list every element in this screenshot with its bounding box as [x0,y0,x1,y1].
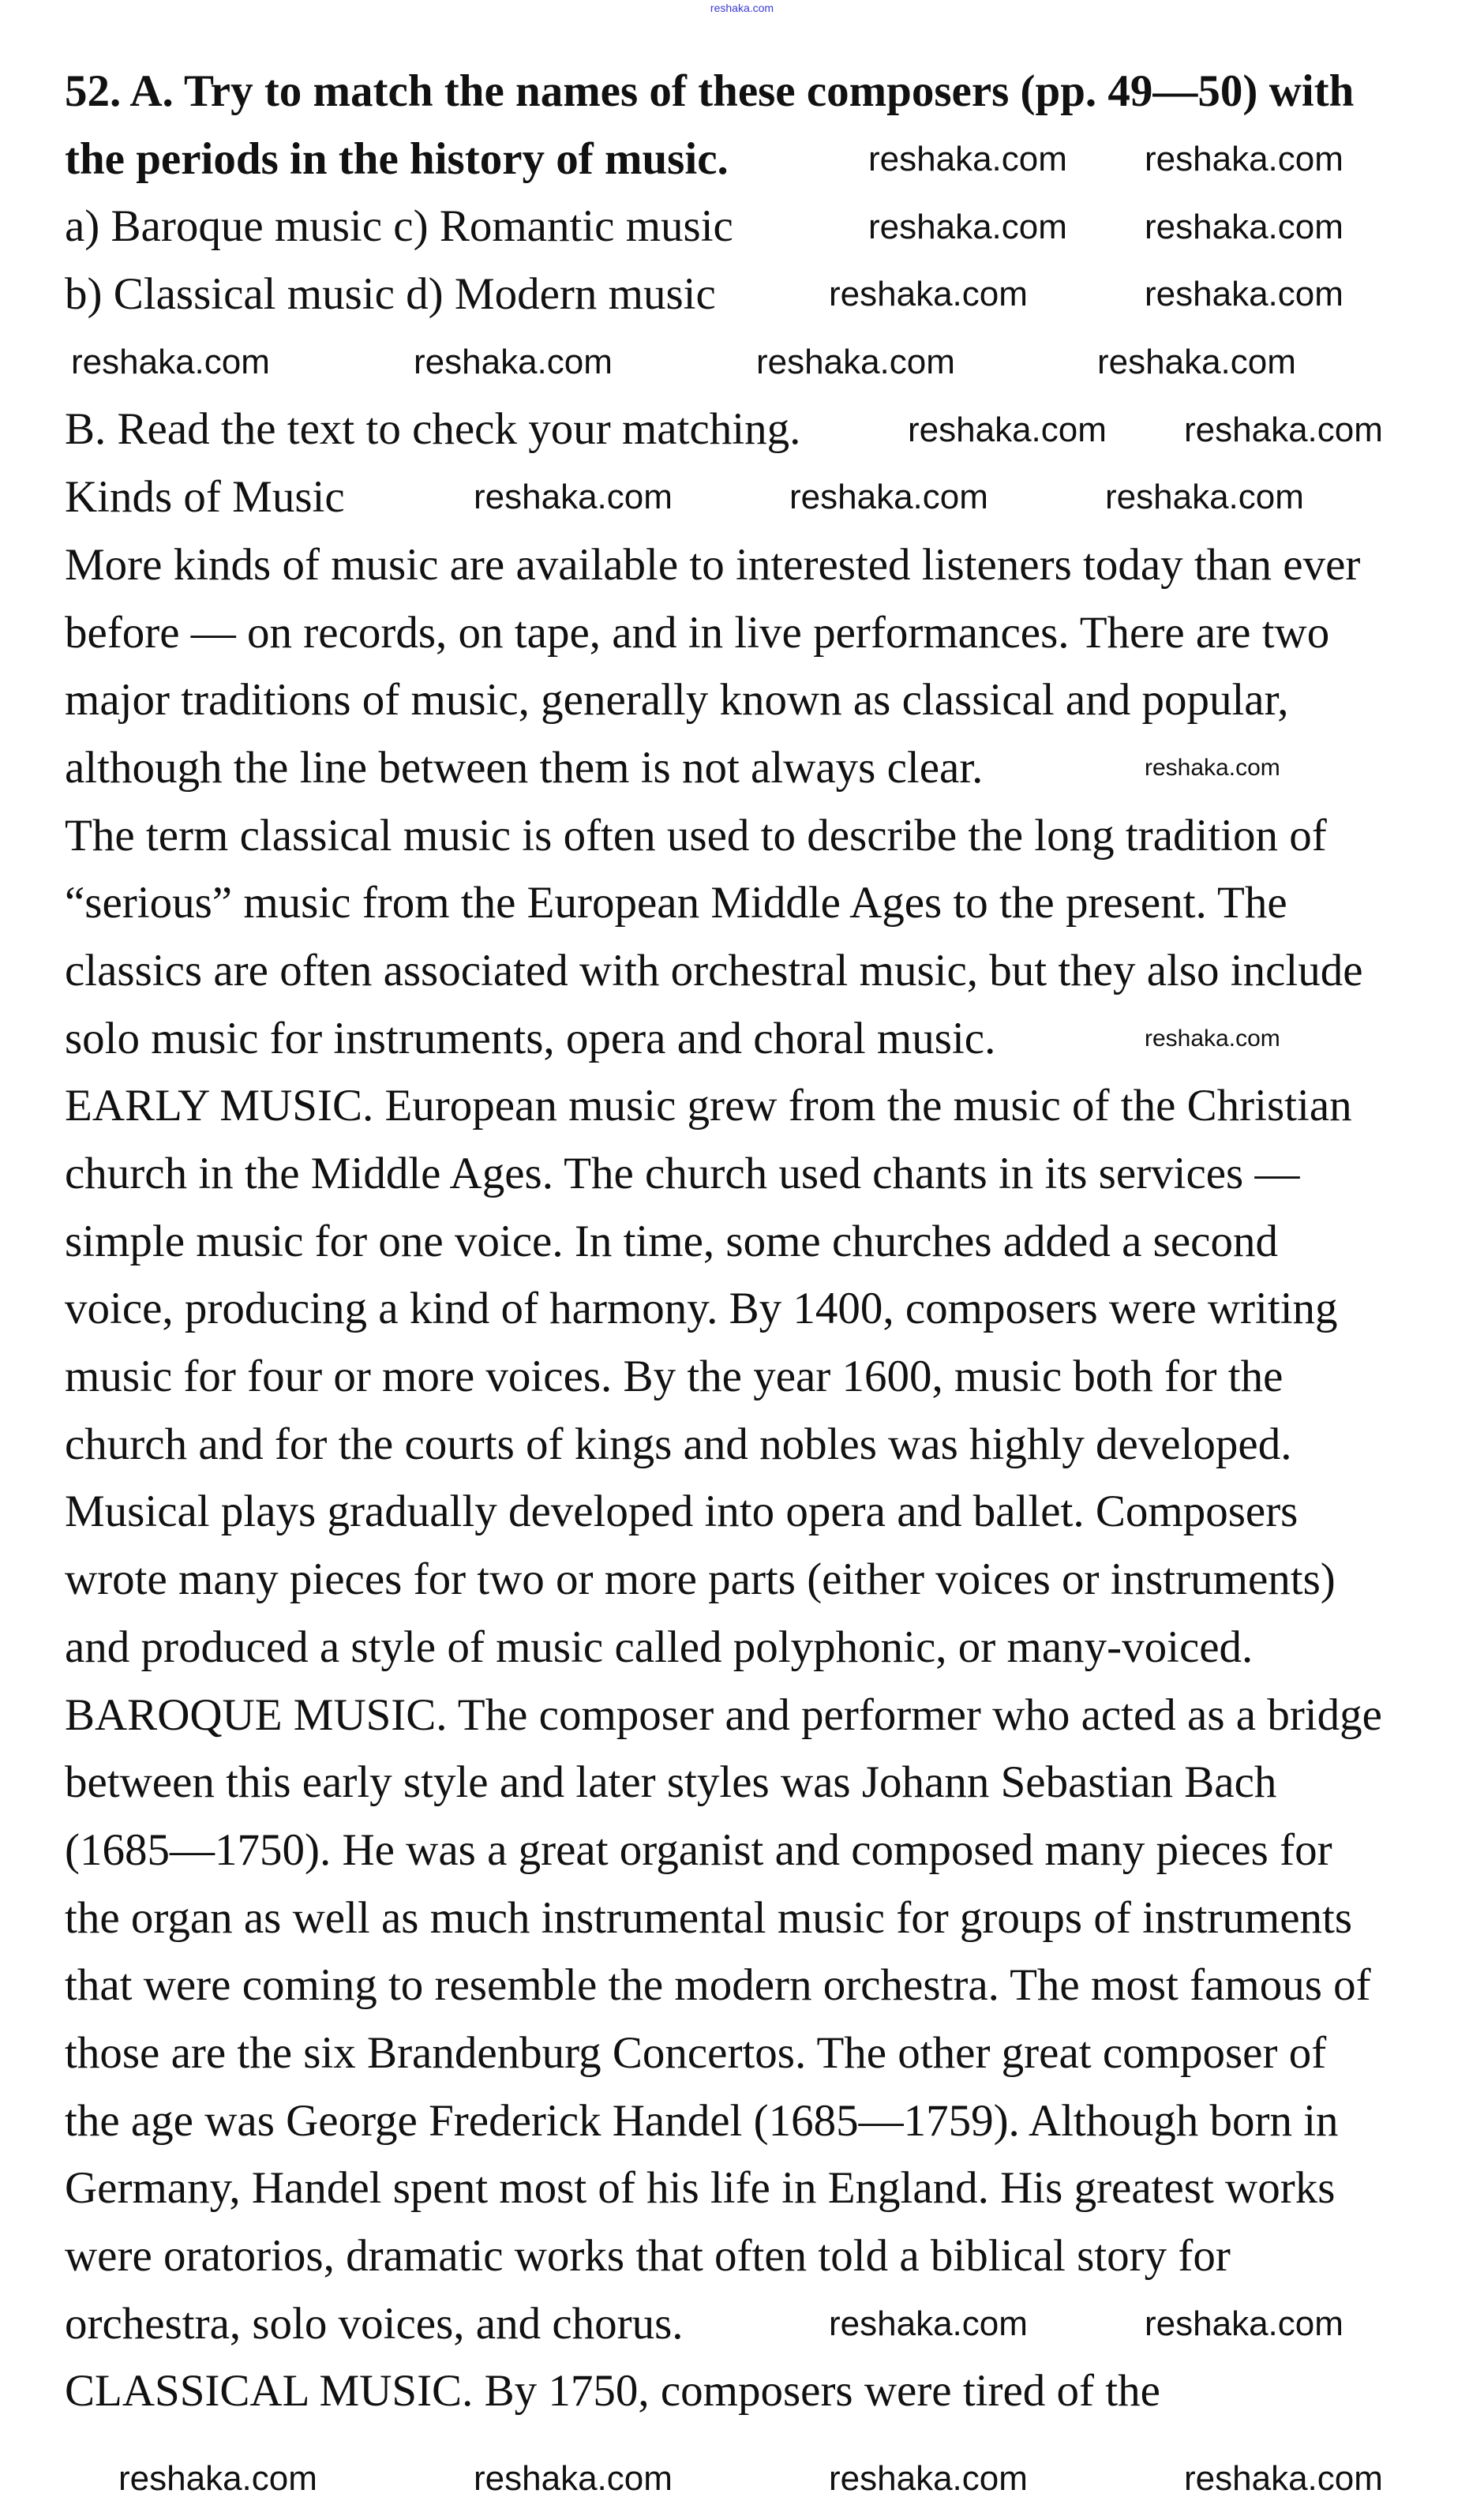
watermark-text: reshaka.com [1105,478,1304,516]
text-line: the age was George Frederick Handel (1685—1759). Although born in [65,2095,1339,2146]
text-line: Musical plays gradually developed into opera and ballet. Composers [65,1487,1298,1537]
watermark-text: reshaka.com [789,478,988,516]
text-line: CLASSICAL MUSIC. By 1750, composers were tired of the [65,2366,1160,2417]
text-line: B. Read the text to check your matching. [65,404,801,455]
text-line: and produced a style of music called polyphonic, or many-voiced. [65,1622,1254,1672]
text-line: “serious” music from the European Middle Ages to the present. The [65,878,1287,928]
watermark-text: reshaka.com [1145,755,1280,781]
text-line: a) Baroque music c) Romantic music [65,201,733,252]
watermark-text: reshaka.com [829,2459,1028,2498]
watermark-text: reshaka.com [474,478,673,516]
text-line: were oratorios, dramatic works that often told a biblical story for [65,2231,1231,2281]
text-line: classics are often associated with orchestral music, but they also include [65,945,1363,996]
watermark-text: reshaka.com [1145,1026,1280,1052]
text-line: between this early style and later styles was Johann Sebastian Bach [65,1757,1277,1808]
text-line: before — on records, on tape, and in live performances. There are two [65,607,1330,658]
text-line: although the line between them is not always clear. [65,742,984,793]
text-line: the organ as well as much instrumental music for groups of instruments [65,1892,1353,1943]
watermark-text: reshaka.com [1145,275,1343,313]
text-line: The term classical music is often used to describe the long tradition of [65,810,1327,861]
text-line: wrote many pieces for two or more parts (either voices or instruments) [65,1554,1336,1605]
watermark-text: reshaka.com [1145,208,1343,246]
watermark-text: reshaka.com [868,140,1067,178]
text-line: orchestra, solo voices, and chorus. [65,2298,684,2349]
text-line: b) Classical music d) Modern music [65,269,716,320]
text-line: voice, producing a kind of harmony. By 1400, composers were writing [65,1284,1338,1334]
text-line: major traditions of music, generally known as classical and popular, [65,675,1289,726]
watermark-text: reshaka.com [1184,411,1383,449]
text-line: those are the six Brandenburg Concertos. The other great composer of [65,2027,1327,2078]
exercise-heading-line: the periods in the history of music. [65,133,729,184]
watermark-text: reshaka.com [829,275,1028,313]
site-link[interactable]: reshaka.com [710,2,774,14]
watermark-text: reshaka.com [868,208,1067,246]
text-line: music for four or more voices. By the year 1600, music both for the [65,1352,1284,1402]
watermark-text: reshaka.com [908,411,1107,449]
watermark-text: reshaka.com [756,343,955,381]
text-line: BAROQUE MUSIC. The composer and performer who acted as a bridge [65,1689,1382,1740]
text-line: Kinds of Music [65,472,345,523]
text-line: that were coming to resemble the modern orchestra. The most famous of [65,1960,1371,2011]
text-line: simple music for one voice. In time, some churches added a second [65,1216,1278,1266]
watermark-text: reshaka.com [71,343,270,381]
watermark-text: reshaka.com [118,2459,317,2498]
text-line: EARLY MUSIC. European music grew from the music of the Christian [65,1081,1352,1131]
watermark-text: reshaka.com [1184,2459,1383,2498]
watermark-text: reshaka.com [1097,343,1296,381]
text-line: (1685—1750). He was a great organist and composed many pieces for [65,1824,1332,1875]
watermark-text: reshaka.com [414,343,613,381]
text-line: Germany, Handel spent most of his life in England. His greatest works [65,2163,1336,2214]
watermark-text: reshaka.com [1145,2304,1343,2343]
text-line: church in the Middle Ages. The church used chants in its services — [65,1149,1300,1198]
text-line: church and for the courts of kings and nobles was highly developed. [65,1419,1292,1469]
text-line: More kinds of music are available to interested listeners today than ever [65,539,1361,590]
watermark-text: reshaka.com [474,2459,673,2498]
watermark-text: reshaka.com [829,2304,1028,2343]
exercise-heading-line: 52. A. Try to match the names of these composers (pp. 49—50) with [65,66,1355,116]
text-line: solo music for instruments, opera and choral music. [65,1013,996,1063]
watermark-text: reshaka.com [1145,140,1343,178]
